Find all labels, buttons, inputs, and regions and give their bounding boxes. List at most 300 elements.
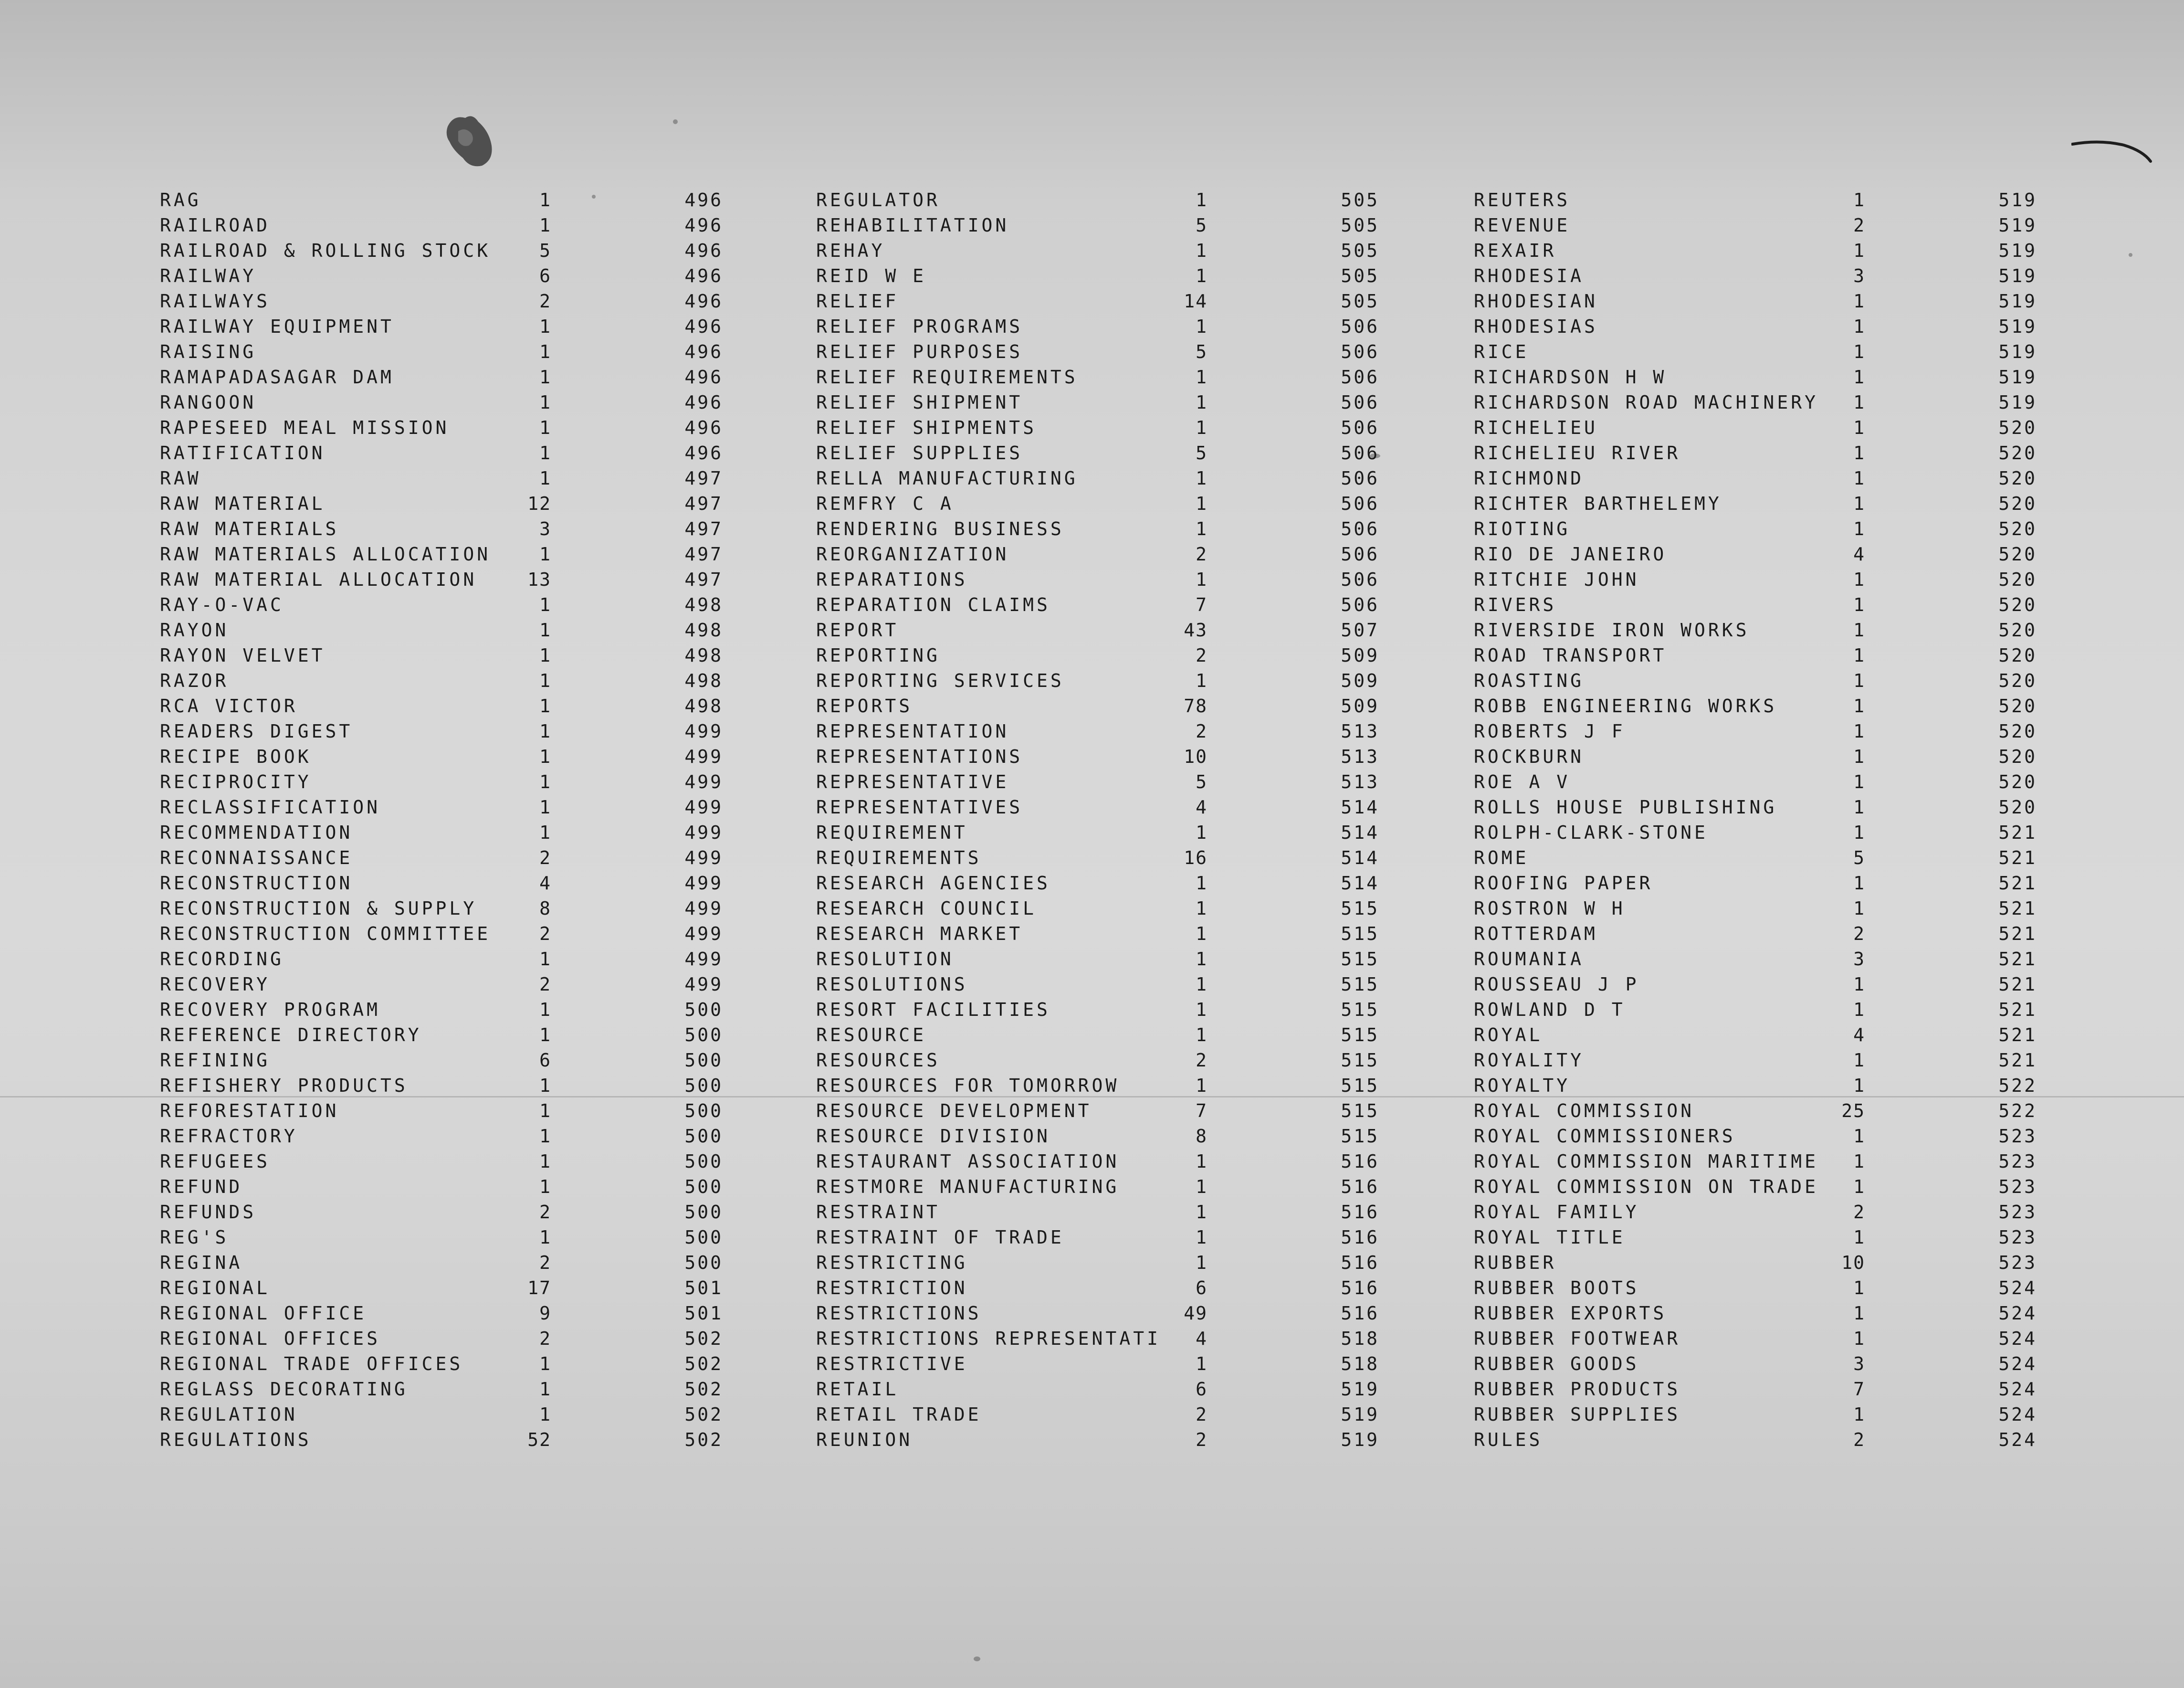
entry-term: RUBBER PRODUCTS: [1474, 1379, 1681, 1400]
entry-term: RESTAURANT ASSOCIATION: [816, 1151, 1120, 1172]
entry-page-number: 524: [1998, 1277, 2037, 1298]
entry-count: 1: [1853, 392, 1865, 413]
entry-count: 4: [1196, 1328, 1208, 1349]
entry-page-number: 518: [1341, 1353, 1379, 1374]
entry-term: RUBBER FOOTWEAR: [1474, 1328, 1681, 1349]
index-entry: [816, 1174, 1456, 1200]
entry-count: 1: [1196, 1151, 1208, 1172]
entry-count: 2: [1196, 1429, 1208, 1450]
entry-count: 5: [1196, 443, 1208, 464]
entry-page-number: 516: [1341, 1277, 1379, 1298]
entry-term: ROYAL COMMISSION MARITIME: [1474, 1151, 1818, 1172]
entry-term: ROLPH-CLARK-STONE: [1474, 822, 1708, 843]
entry-page-number: 500: [684, 1050, 723, 1071]
index-entry: [816, 871, 1456, 896]
entry-count: 14: [1184, 291, 1208, 312]
entry-page-number: 496: [684, 215, 723, 236]
entry-page-number: 506: [1341, 367, 1379, 388]
entry-page-number: 515: [1341, 898, 1379, 919]
entry-count: 1: [539, 620, 551, 641]
index-entry: [1474, 1073, 2113, 1098]
entry-page-number: 521: [1998, 999, 2037, 1020]
entry-count: 1: [1196, 974, 1208, 995]
entry-page-number: 496: [684, 443, 723, 464]
entry-term: RETAIL TRADE: [816, 1404, 982, 1425]
index-entry: [816, 744, 1456, 770]
dust-speck: [974, 1656, 980, 1661]
entry-count: 1: [1853, 746, 1865, 767]
entry-term: RECIPE BOOK: [160, 746, 312, 767]
index-entry: [160, 820, 799, 845]
entry-count: 1: [1853, 1328, 1865, 1349]
index-entry: [160, 314, 799, 339]
index-entry: [1474, 213, 2113, 238]
entry-page-number: 500: [684, 1227, 723, 1248]
entry-term: RELIEF REQUIREMENTS: [816, 367, 1078, 388]
entry-term: ROSTRON W H: [1474, 898, 1626, 919]
entry-page-number: 498: [684, 670, 723, 691]
entry-term: RETAIL: [816, 1379, 899, 1400]
entry-page-number: 524: [1998, 1303, 2037, 1324]
entry-page-number: 515: [1341, 1050, 1379, 1071]
entry-term: RHODESIAN: [1474, 291, 1598, 312]
entry-count: 1: [1853, 670, 1865, 691]
entry-term: ROYAL FAMILY: [1474, 1202, 1639, 1223]
entry-term: ROYAL COMMISSION: [1474, 1100, 1695, 1121]
index-entry: [1474, 314, 2113, 339]
entry-term: RESTRICTIONS REPRESENTATI: [816, 1328, 1161, 1349]
entry-page-number: 514: [1341, 873, 1379, 894]
entry-count: 2: [539, 1202, 551, 1223]
entry-count: 43: [1184, 620, 1208, 641]
entry-page-number: 499: [684, 898, 723, 919]
entry-term: RICHARDSON H W: [1474, 367, 1667, 388]
index-entry: [816, 517, 1456, 542]
entry-page-number: 509: [1341, 696, 1379, 717]
entry-count: 1: [1853, 341, 1865, 362]
entry-term: ROTTERDAM: [1474, 923, 1598, 944]
entry-count: 1: [1853, 417, 1865, 438]
entry-count: 1: [1196, 392, 1208, 413]
entry-page-number: 506: [1341, 443, 1379, 464]
index-entry: [1474, 997, 2113, 1023]
entry-page-number: 500: [684, 1126, 723, 1147]
entry-count: 1: [539, 417, 551, 438]
entry-count: 1: [539, 544, 551, 565]
entry-term: RAISING: [160, 341, 257, 362]
entry-page-number: 500: [684, 999, 723, 1020]
entry-count: 10: [1841, 1252, 1865, 1273]
entry-term: REPRESENTATIVE: [816, 771, 1009, 792]
entry-page-number: 499: [684, 923, 723, 944]
entry-page-number: 505: [1341, 215, 1379, 236]
entry-term: REGINA: [160, 1252, 243, 1273]
index-entry: [160, 972, 799, 997]
entry-page-number: 499: [684, 949, 723, 970]
entry-page-number: 500: [684, 1100, 723, 1121]
entry-count: 2: [539, 291, 551, 312]
entry-term: RESOURCES FOR TOMORROW: [816, 1075, 1120, 1096]
entry-count: 10: [1184, 746, 1208, 767]
entry-count: 1: [1853, 1404, 1865, 1425]
entry-term: RESOURCE DEVELOPMENT: [816, 1100, 1092, 1121]
entry-count: 1: [1853, 1126, 1865, 1147]
entry-term: REPORT: [816, 620, 899, 641]
entry-page-number: 500: [684, 1202, 723, 1223]
index-entry: [1474, 1250, 2113, 1276]
index-entry: [1474, 1351, 2113, 1377]
index-entry: [816, 1427, 1456, 1453]
entry-term: RECOVERY: [160, 974, 271, 995]
index-entry: [816, 668, 1456, 694]
entry-page-number: 516: [1341, 1252, 1379, 1273]
entry-count: 1: [539, 1075, 551, 1096]
entry-page-number: 496: [684, 316, 723, 337]
entry-page-number: 505: [1341, 240, 1379, 261]
entry-term: REGLASS DECORATING: [160, 1379, 408, 1400]
entry-count: 1: [539, 949, 551, 970]
index-entry: [160, 1225, 799, 1250]
entry-page-number: 516: [1341, 1227, 1379, 1248]
index-entry: [816, 592, 1456, 618]
index-entry: [1474, 643, 2113, 668]
entry-count: 1: [539, 999, 551, 1020]
entry-term: RIVERSIDE IRON WORKS: [1474, 620, 1750, 641]
entry-term: REQUIREMENTS: [816, 847, 982, 868]
entry-term: REG'S: [160, 1227, 229, 1248]
index-entry: [160, 213, 799, 238]
entry-count: 1: [1196, 873, 1208, 894]
entry-term: RAW MATERIALS: [160, 518, 339, 539]
entry-term: RECLASSIFICATION: [160, 797, 381, 818]
entry-page-number: 524: [1998, 1353, 2037, 1374]
entry-term: REFUND: [160, 1176, 243, 1197]
entry-page-number: 499: [684, 797, 723, 818]
index-entry: [160, 441, 799, 466]
entry-page-number: 513: [1341, 771, 1379, 792]
entry-count: 5: [1196, 341, 1208, 362]
entry-term: ROE A V: [1474, 771, 1571, 792]
index-entry: [816, 947, 1456, 972]
entry-page-number: 502: [684, 1353, 723, 1374]
entry-page-number: 496: [684, 190, 723, 211]
entry-count: 1: [539, 1024, 551, 1045]
index-entry: [1474, 592, 2113, 618]
entry-page-number: 496: [684, 265, 723, 286]
entry-count: 1: [1196, 569, 1208, 590]
index-entry: [160, 618, 799, 643]
entry-count: 1: [1853, 1303, 1865, 1324]
index-entry: [160, 1048, 799, 1073]
entry-count: 1: [1196, 1024, 1208, 1045]
entry-page-number: 506: [1341, 392, 1379, 413]
entry-page-number: 519: [1998, 291, 2037, 312]
entry-term: REGULATION: [160, 1404, 298, 1425]
entry-page-number: 506: [1341, 518, 1379, 539]
entry-count: 1: [539, 645, 551, 666]
entry-count: 2: [1196, 1404, 1208, 1425]
entry-term: REUNION: [816, 1429, 913, 1450]
entry-count: 1: [1853, 240, 1865, 261]
entry-count: 4: [1853, 544, 1865, 565]
entry-count: 1: [1853, 518, 1865, 539]
index-entry: [1474, 1427, 2113, 1453]
entry-count: 2: [539, 923, 551, 944]
index-entry: [816, 1225, 1456, 1250]
entry-term: REGIONAL OFFICES: [160, 1328, 381, 1349]
index-entry: [816, 213, 1456, 238]
index-entry: [1474, 365, 2113, 390]
entry-count: 1: [539, 797, 551, 818]
entry-count: 52: [527, 1429, 551, 1450]
entry-count: 1: [1196, 1252, 1208, 1273]
entry-term: REFRACTORY: [160, 1126, 298, 1147]
entry-page-number: 520: [1998, 493, 2037, 514]
entry-count: 1: [539, 1353, 551, 1374]
entry-count: 1: [1196, 1176, 1208, 1197]
entry-page-number: 513: [1341, 721, 1379, 742]
entry-count: 3: [1853, 265, 1865, 286]
index-entry: [160, 643, 799, 668]
entry-term: RAMAPADASAGAR DAM: [160, 367, 394, 388]
entry-count: 1: [1853, 1176, 1865, 1197]
entry-count: 5: [1196, 771, 1208, 792]
index-entry: [816, 1250, 1456, 1276]
entry-count: 2: [1853, 1429, 1865, 1450]
entry-count: 1: [539, 443, 551, 464]
entry-term: RECONSTRUCTION COMMITTEE: [160, 923, 491, 944]
index-entry: [160, 264, 799, 289]
entry-term: ROASTING: [1474, 670, 1585, 691]
entry-term: RELIEF PURPOSES: [816, 341, 1023, 362]
entry-count: 1: [1196, 923, 1208, 944]
entry-count: 2: [1196, 645, 1208, 666]
entry-count: 2: [1196, 721, 1208, 742]
index-entry: [1474, 1098, 2113, 1124]
entry-term: RUBBER BOOTS: [1474, 1277, 1639, 1298]
entry-count: 49: [1184, 1303, 1208, 1324]
entry-count: 2: [539, 1252, 551, 1273]
entry-page-number: 524: [1998, 1404, 2037, 1425]
entry-page-number: 519: [1998, 265, 2037, 286]
entry-term: REGULATIONS: [160, 1429, 312, 1450]
entry-page-number: 506: [1341, 569, 1379, 590]
index-entry: [160, 1250, 799, 1276]
index-entry: [160, 1174, 799, 1200]
index-entry: [816, 542, 1456, 567]
index-entry: [1474, 264, 2113, 289]
index-entry: [160, 1377, 799, 1402]
entry-count: 1: [539, 721, 551, 742]
index-entry: [1474, 289, 2113, 314]
index-entry: [160, 896, 799, 921]
entry-count: 1: [1196, 670, 1208, 691]
entry-term: REMFRY C A: [816, 493, 954, 514]
index-entry: [1474, 1301, 2113, 1326]
entry-page-number: 522: [1998, 1100, 2037, 1121]
pen-stroke-mark: [2071, 138, 2152, 167]
index-entry: [1474, 694, 2113, 719]
entry-page-number: 520: [1998, 468, 2037, 489]
entry-page-number: 519: [1998, 367, 2037, 388]
index-entry: [1474, 1124, 2113, 1149]
entry-page-number: 498: [684, 696, 723, 717]
entry-page-number: 501: [684, 1303, 723, 1324]
entry-term: RELIEF PROGRAMS: [816, 316, 1023, 337]
index-entry: [1474, 795, 2113, 820]
entry-page-number: 521: [1998, 898, 2037, 919]
index-column-2: [816, 188, 1456, 1448]
index-entry: [160, 1200, 799, 1225]
index-entry: [816, 491, 1456, 517]
entry-count: 1: [539, 771, 551, 792]
entry-page-number: 499: [684, 822, 723, 843]
entry-page-number: 497: [684, 544, 723, 565]
index-entry: [1474, 744, 2113, 770]
entry-count: 1: [1196, 468, 1208, 489]
entry-term: RUBBER GOODS: [1474, 1353, 1639, 1374]
entry-term: RESEARCH MARKET: [816, 923, 1023, 944]
index-entry: [160, 592, 799, 618]
ink-smudge-mark: [444, 112, 496, 169]
entry-term: RELLA MANUFACTURING: [816, 468, 1078, 489]
index-entry: [1474, 1149, 2113, 1174]
entry-term: REUTERS: [1474, 190, 1571, 211]
index-entry: [816, 770, 1456, 795]
entry-count: 1: [539, 468, 551, 489]
entry-term: REPARATIONS: [816, 569, 968, 590]
entry-count: 1: [539, 1151, 551, 1172]
index-entry: [1474, 415, 2113, 441]
entry-term: ROBERTS J F: [1474, 721, 1626, 742]
entry-page-number: 501: [684, 1277, 723, 1298]
entry-page-number: 523: [1998, 1176, 2037, 1197]
entry-term: RAY-O-VAC: [160, 594, 284, 615]
entry-page-number: 506: [1341, 417, 1379, 438]
entry-page-number: 521: [1998, 847, 2037, 868]
entry-term: ROYAL COMMISSIONERS: [1474, 1126, 1736, 1147]
entry-count: 1: [539, 1404, 551, 1425]
index-entry: [816, 1023, 1456, 1048]
entry-page-number: 500: [684, 1176, 723, 1197]
entry-term: REHABILITATION: [816, 215, 1009, 236]
entry-count: 1: [539, 392, 551, 413]
entry-page-number: 515: [1341, 923, 1379, 944]
dust-speck: [673, 119, 678, 124]
entry-term: RHODESIA: [1474, 265, 1585, 286]
entry-count: 1: [1853, 797, 1865, 818]
entry-page-number: 502: [684, 1429, 723, 1450]
index-entry: [160, 1073, 799, 1098]
entry-term: RESOURCE: [816, 1024, 927, 1045]
index-entry: [1474, 896, 2113, 921]
entry-term: REQUIREMENT: [816, 822, 968, 843]
entry-page-number: 497: [684, 493, 723, 514]
entry-term: RAILWAY: [160, 265, 257, 286]
entry-page-number: 506: [1341, 341, 1379, 362]
index-entry: [160, 466, 799, 491]
index-entry: [816, 1149, 1456, 1174]
entry-term: ROYAL COMMISSION ON TRADE: [1474, 1176, 1818, 1197]
entry-page-number: 509: [1341, 670, 1379, 691]
entry-count: 1: [1196, 898, 1208, 919]
entry-page-number: 519: [1998, 341, 2037, 362]
entry-term: RHODESIAS: [1474, 316, 1598, 337]
entry-term: ROWLAND D T: [1474, 999, 1626, 1020]
entry-count: 6: [1196, 1379, 1208, 1400]
entry-term: RAILWAYS: [160, 291, 271, 312]
entry-term: RELIEF SHIPMENT: [816, 392, 1023, 413]
index-entry: [816, 289, 1456, 314]
entry-count: 1: [1853, 569, 1865, 590]
entry-term: RESEARCH AGENCIES: [816, 873, 1050, 894]
entry-count: 8: [1196, 1126, 1208, 1147]
entry-term: RENDERING BUSINESS: [816, 518, 1064, 539]
entry-page-number: 515: [1341, 1024, 1379, 1045]
entry-count: 4: [1853, 1024, 1865, 1045]
entry-page-number: 500: [684, 1024, 723, 1045]
entry-count: 4: [539, 873, 551, 894]
entry-page-number: 497: [684, 518, 723, 539]
entry-term: RIOTING: [1474, 518, 1571, 539]
entry-count: 7: [1196, 594, 1208, 615]
entry-count: 1: [539, 316, 551, 337]
entry-term: REID W E: [816, 265, 927, 286]
entry-page-number: 516: [1341, 1151, 1379, 1172]
entry-count: 3: [1853, 949, 1865, 970]
entry-count: 8: [539, 898, 551, 919]
entry-count: 2: [539, 974, 551, 995]
index-entry: [816, 415, 1456, 441]
entry-page-number: 515: [1341, 974, 1379, 995]
entry-term: RECORDING: [160, 949, 284, 970]
entry-page-number: 506: [1341, 468, 1379, 489]
index-entry: [816, 1351, 1456, 1377]
entry-count: 1: [539, 1227, 551, 1248]
index-entry: [816, 972, 1456, 997]
entry-count: 1: [1853, 620, 1865, 641]
index-entry: [1474, 921, 2113, 947]
index-entry: [160, 871, 799, 896]
entry-page-number: 521: [1998, 949, 2037, 970]
index-entry: [1474, 567, 2113, 592]
index-entry: [160, 289, 799, 314]
entry-term: REFISHERY PRODUCTS: [160, 1075, 408, 1096]
entry-count: 1: [1196, 316, 1208, 337]
index-entry: [160, 1098, 799, 1124]
entry-count: 7: [1196, 1100, 1208, 1121]
entry-page-number: 507: [1341, 620, 1379, 641]
entry-term: RICHELIEU RIVER: [1474, 443, 1681, 464]
entry-term: RUBBER EXPORTS: [1474, 1303, 1667, 1324]
entry-page-number: 502: [684, 1328, 723, 1349]
entry-count: 7: [1853, 1379, 1865, 1400]
index-entry: [1474, 1225, 2113, 1250]
entry-count: 1: [1853, 468, 1865, 489]
entry-term: RIVERS: [1474, 594, 1557, 615]
index-entry: [1474, 1200, 2113, 1225]
index-entry: [1474, 339, 2113, 365]
entry-page-number: 519: [1998, 392, 2037, 413]
entry-count: 1: [539, 822, 551, 843]
index-entry: [1474, 517, 2113, 542]
entry-term: RECIPROCITY: [160, 771, 312, 792]
index-entry: [816, 1402, 1456, 1427]
index-entry: [160, 567, 799, 592]
entry-page-number: 519: [1341, 1429, 1379, 1450]
index-entry: [1474, 972, 2113, 997]
index-entry: [1474, 770, 2113, 795]
